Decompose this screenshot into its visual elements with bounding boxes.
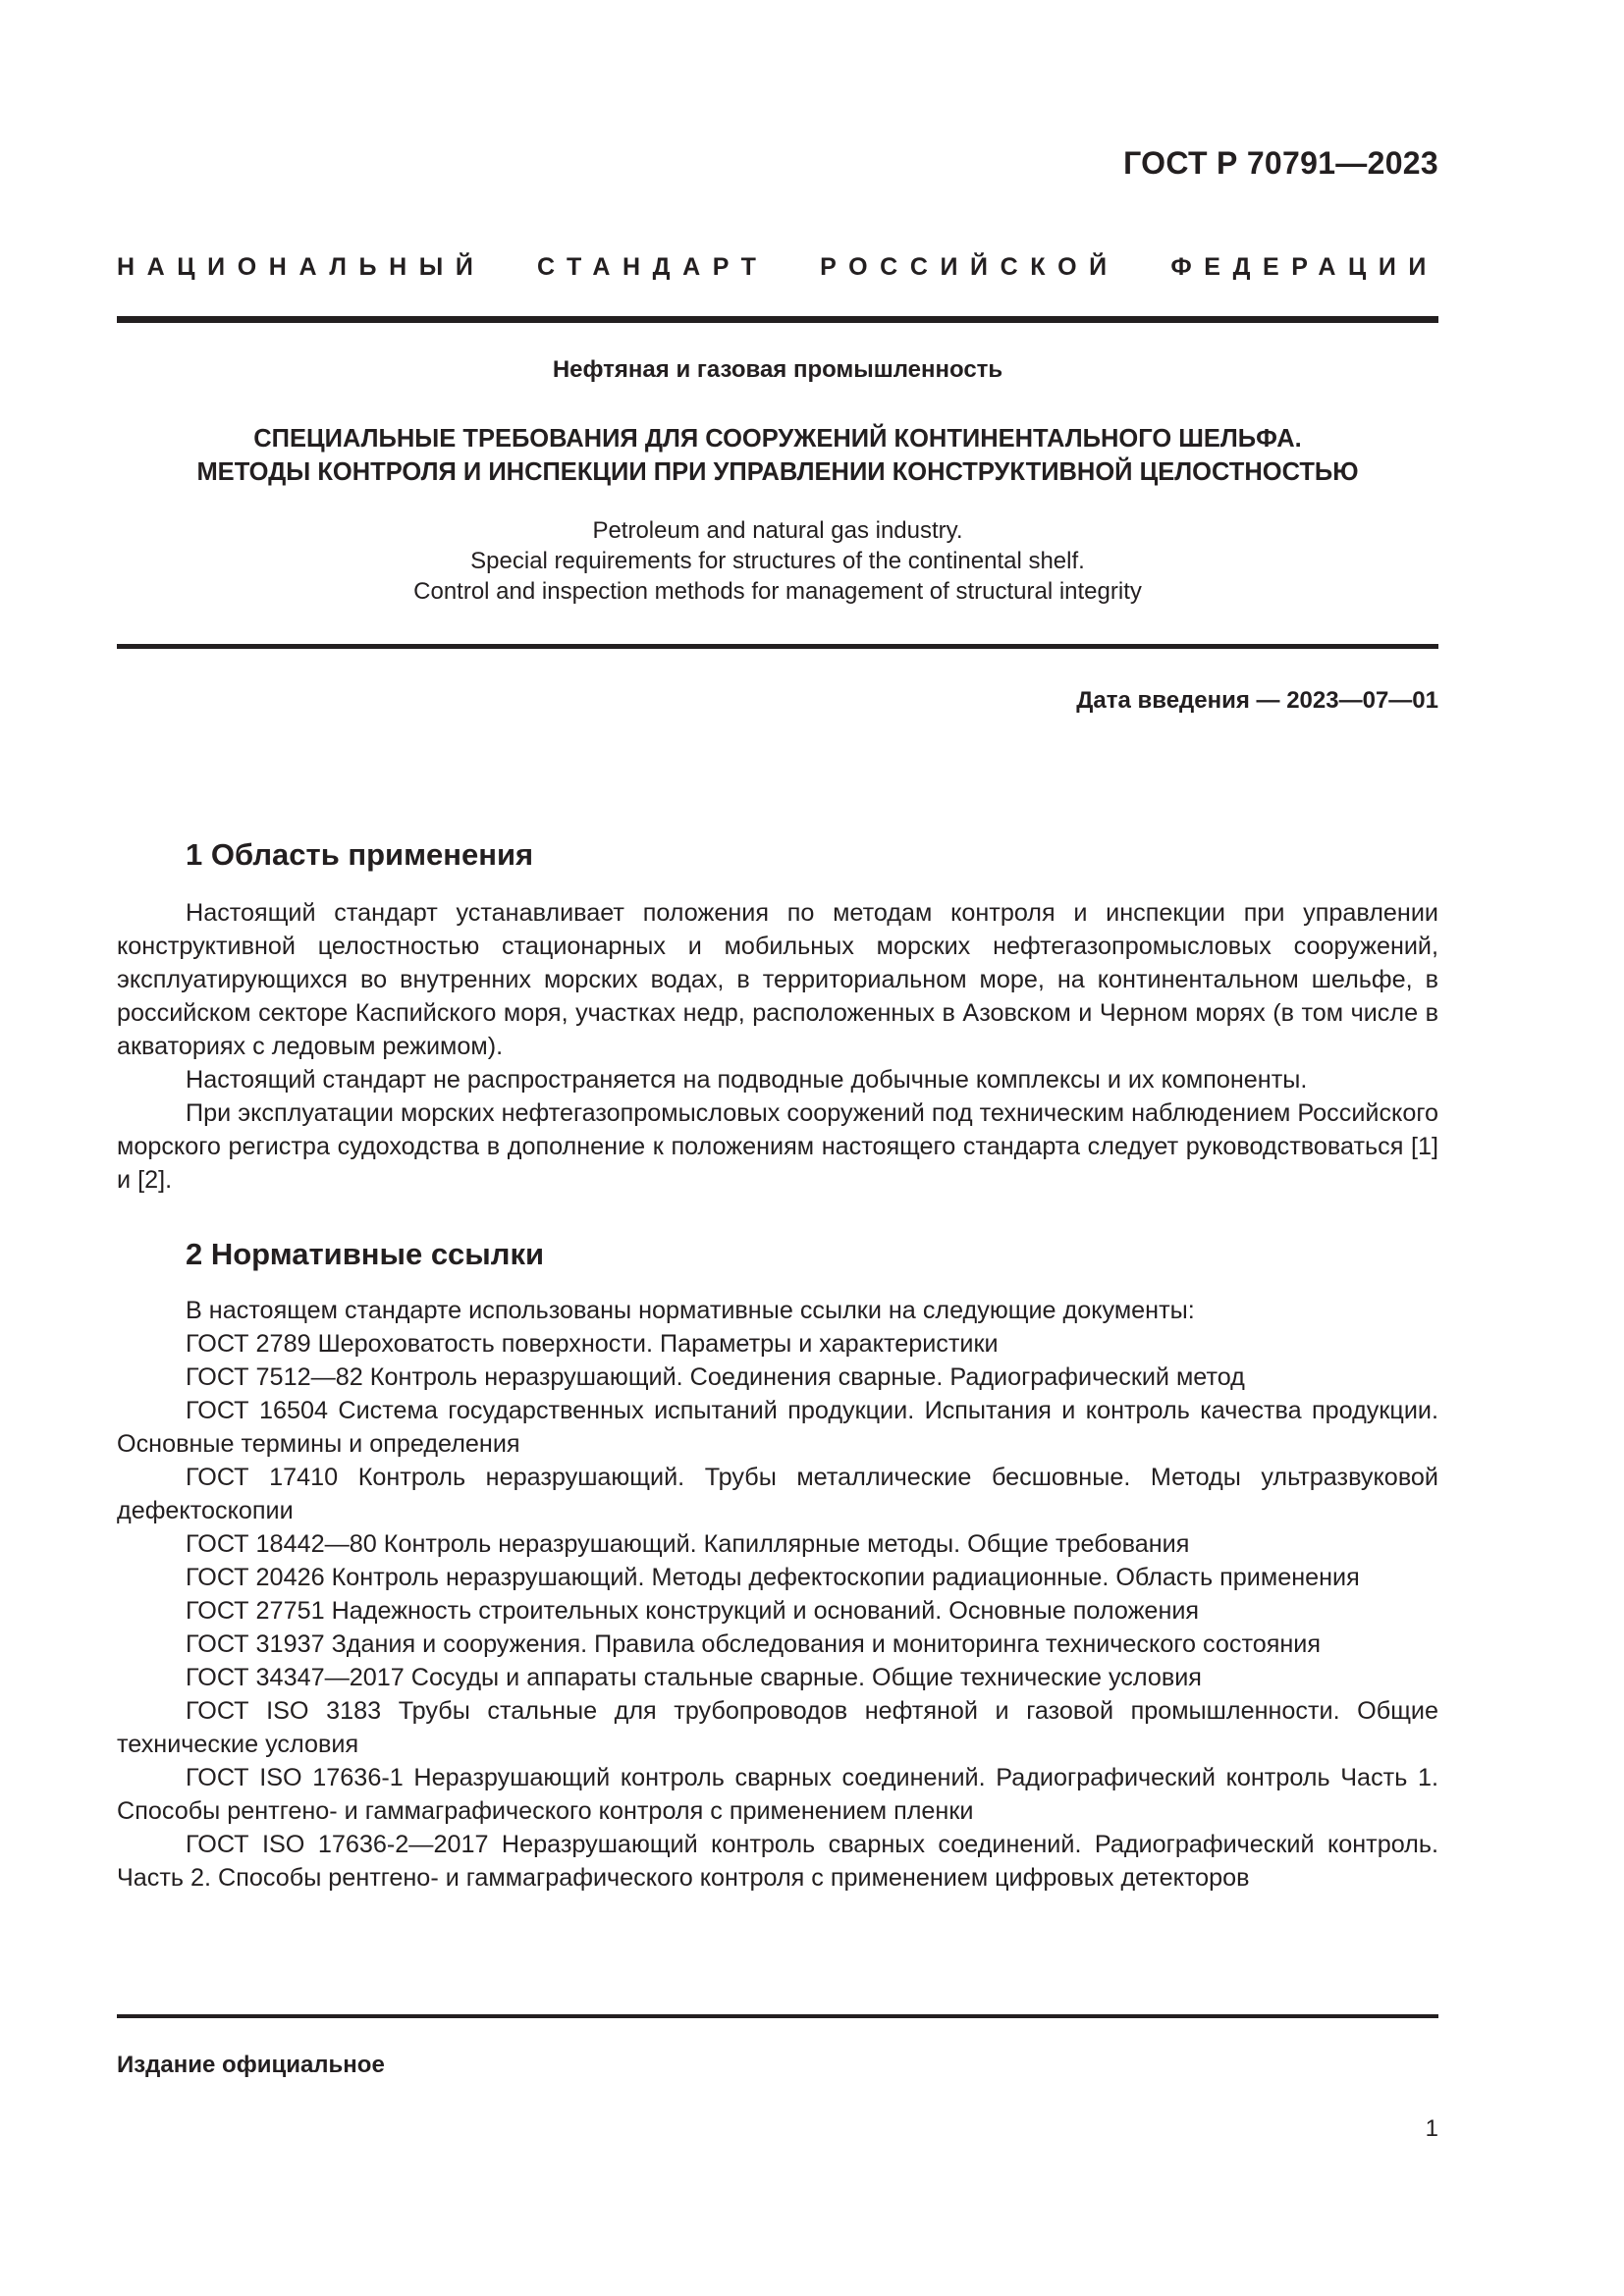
national-standard-banner: НАЦИОНАЛЬНЫЙ СТАНДАРТ РОССИЙСКОЙ ФЕДЕРАЦИИ xyxy=(117,253,1438,281)
body-paragraph: Настоящий стандарт не распространяется на подводные добычные комплексы и их компоненты. xyxy=(186,1066,1308,1094)
reference-item: ГОСТ 27751 Надежность строительных конструкций и оснований. Основные положения xyxy=(186,1597,1200,1625)
section-heading-normative-references: 2 Нормативные ссылки xyxy=(186,1237,545,1271)
top-rule xyxy=(117,316,1438,323)
reference-item: ГОСТ 18442—80 Контроль неразрушающий. Капиллярные методы. Общие требования xyxy=(186,1530,1190,1558)
english-title xyxy=(117,515,1438,607)
footer-rule xyxy=(117,2014,1438,2018)
english-title-line: Control and inspection methods for management of structural integrity xyxy=(413,578,1142,605)
reference-item: ГОСТ ISO 3183 Трубы стальные для трубопроводов нефтяной и газовой промышленности. Общие технические условия xyxy=(117,1697,1438,1758)
reference-item: ГОСТ 16504 Система государственных испытаний продукции. Испытания и контроль качества продукции. Основные термины и определения xyxy=(117,1397,1438,1458)
reference-item: ГОСТ 7512—82 Контроль неразрушающий. Соединения сварные. Радиографический метод xyxy=(186,1363,1245,1391)
reference-item: ГОСТ 34347—2017 Сосуды и аппараты стальные сварные. Общие технические условия xyxy=(186,1664,1202,1691)
official-edition-label: Издание официальное xyxy=(117,2052,385,2078)
section-body-normative-references xyxy=(117,1294,1438,1895)
document-number: ГОСТ Р 70791—2023 xyxy=(1123,145,1438,181)
page-number: 1 xyxy=(1425,2115,1438,2142)
reference-item: ГОСТ ISO 17636-1 Неразрушающий контроль сварных соединений. Радиографический контроль Часть 1. Способы рентгено- и гаммаграфического контроля с применением пленки xyxy=(117,1764,1438,1825)
title-line: СПЕЦИАЛЬНЫЕ ТРЕБОВАНИЯ ДЛЯ СООРУЖЕНИЙ КОНТИНЕНТАЛЬНОГО ШЕЛЬФА. xyxy=(253,425,1302,453)
reference-item: ГОСТ ISO 17636-2—2017 Неразрушающий контроль сварных соединений. Радиографический контроль. Часть 2. Способы рентгено- и гаммаграфического контроля с применением цифровых детекторов xyxy=(117,1831,1438,1892)
document-title xyxy=(117,422,1438,489)
industry-heading: Нефтяная и газовая промышленность xyxy=(552,356,1003,383)
english-title-line: Special requirements for structures of the continental shelf. xyxy=(470,548,1085,574)
section-heading-scope: 1 Область применения xyxy=(186,837,534,872)
body-paragraph: В настоящем стандарте использованы нормативные ссылки на следующие документы: xyxy=(186,1297,1195,1324)
title-bottom-rule xyxy=(117,644,1438,649)
english-title-line: Petroleum and natural gas industry. xyxy=(592,517,963,544)
introduction-date: Дата введения — 2023—07—01 xyxy=(1076,687,1438,714)
body-paragraph: При эксплуатации морских нефтегазопромысловых сооружений под техническим наблюдением Российского морского регистра судоходства в дополнение к положениям настоящего стандарта следует руководствоваться [1] и [2]. xyxy=(117,1099,1438,1194)
body-paragraph: Настоящий стандарт устанавливает положения по методам контроля и инспекции при управлении конструктивной целостностью стационарных и мобильных морских нефтегазопромысловых сооружений, эксплуатирующихся во внутренних морских водах, в территориальном море, на континентальном шельфе, в российском секторе Каспийского моря, участках недр, расположенных в Азовском и Черном морях (в том числе в акваториях с ледовым режимом). xyxy=(117,899,1438,1060)
reference-item: ГОСТ 31937 Здания и сооружения. Правила обследования и мониторинга технического состояния xyxy=(186,1630,1321,1658)
title-line: МЕТОДЫ КОНТРОЛЯ И ИНСПЕКЦИИ ПРИ УПРАВЛЕНИИ КОНСТРУКТИВНОЙ ЦЕЛОСТНОСТЬЮ xyxy=(196,458,1359,486)
section-body-scope xyxy=(117,896,1438,1197)
reference-item: ГОСТ 2789 Шероховатость поверхности. Параметры и характеристики xyxy=(186,1330,999,1358)
reference-item: ГОСТ 17410 Контроль неразрушающий. Трубы металлические бесшовные. Методы ультразвуковой дефектоскопии xyxy=(117,1464,1438,1524)
reference-item: ГОСТ 20426 Контроль неразрушающий. Методы дефектоскопии радиационные. Область применения xyxy=(186,1564,1360,1591)
